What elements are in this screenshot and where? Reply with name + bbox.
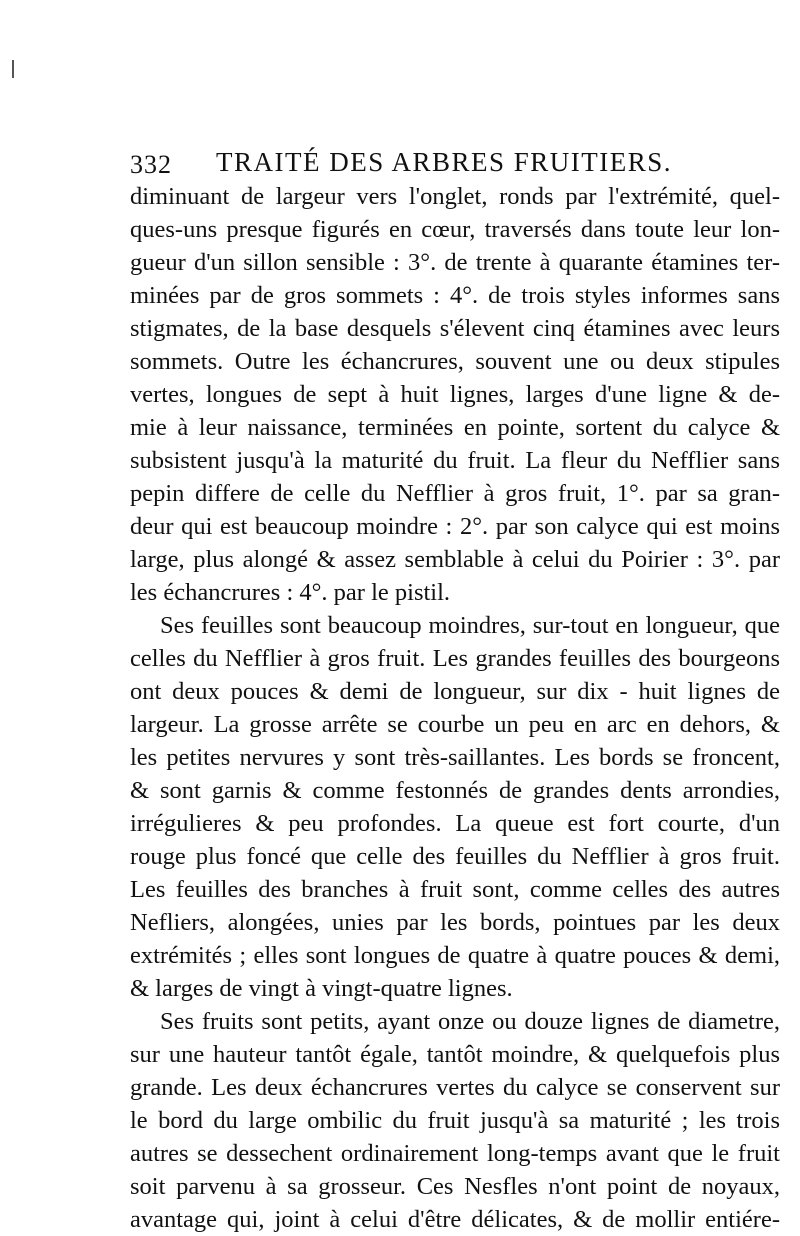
body-text: [130, 180, 780, 1236]
text-line: pepin differe de celle du Nefflier à gros fruit, 1°. par sa gran-: [130, 480, 780, 507]
text-line: minées par de gros sommets : 4°. de trois styles informes sans: [130, 282, 780, 309]
text-line: le bord du large ombilic du fruit jusqu'à sa maturité ; les trois: [130, 1107, 780, 1134]
text-line: autres se dessechent ordinairement long-temps avant que le fruit: [130, 1140, 780, 1167]
page-number: 332: [130, 150, 172, 179]
text-line: vertes, longues de sept à huit lignes, larges d'une ligne & de-: [130, 381, 780, 408]
text-line: les petites nervures y sont très-saillantes. Les bords se froncent,: [130, 744, 780, 771]
text-line: irrégulieres & peu profondes. La queue est fort courte, d'un: [130, 810, 780, 837]
page-header: [130, 142, 690, 182]
text-line: extrémités ; elles sont longues de quatre à quatre pouces & demi,: [130, 942, 780, 969]
text-line: stigmates, de la base desquels s'élevent cinq étamines avec leurs: [130, 315, 780, 342]
text-line: les échancrures : 4°. par le pistil.: [130, 579, 451, 606]
text-line: celles du Nefflier à gros fruit. Les grandes feuilles des bourgeons: [130, 645, 780, 672]
text-line: Ses feuilles sont beaucoup moindres, sur-tout en longueur, que: [160, 612, 780, 639]
text-line: sommets. Outre les échancrures, souvent une ou deux stipules: [130, 348, 780, 375]
text-line: soit parvenu à sa grosseur. Ces Nesfles n'ont point de noyaux,: [130, 1173, 780, 1200]
text-line: gueur d'un sillon sensible : 3°. de trente à quarante étamines ter-: [130, 249, 780, 276]
text-line: grande. Les deux échancrures vertes du calyce se conservent sur: [130, 1074, 780, 1101]
margin-mark: [12, 60, 14, 78]
text-line: diminuant de largeur vers l'onglet, ronds par l'extrémité, quel-: [130, 183, 780, 210]
text-line: & larges de vingt à vingt-quatre lignes.: [130, 975, 513, 1002]
text-line: avantage qui, joint à celui d'être délicates, & de mollir entiére-: [130, 1206, 780, 1233]
text-line: sur une hauteur tantôt égale, tantôt moindre, & quelquefois plus: [130, 1041, 780, 1068]
text-line: rouge plus foncé que celle des feuilles du Nefflier à gros fruit.: [130, 843, 780, 870]
text-line: deur qui est beaucoup moindre : 2°. par son calyce qui est moins: [130, 513, 780, 540]
text-line: large, plus alongé & assez semblable à celui du Poirier : 3°. par: [130, 546, 780, 573]
text-line: mie à leur naissance, terminées en pointe, sortent du calyce &: [130, 414, 780, 441]
text-line: ques-uns presque figurés en cœur, traversés dans toute leur lon-: [130, 216, 780, 243]
text-line: Les feuilles des branches à fruit sont, comme celles des autres: [130, 876, 780, 903]
text-line: subsistent jusqu'à la maturité du fruit. La fleur du Nefflier sans: [130, 447, 780, 474]
text-line: largeur. La grosse arrête se courbe un peu en arc en dehors, &: [130, 711, 780, 738]
text-line: & sont garnis & comme festonnés de grandes dents arrondies,: [130, 777, 780, 804]
text-line: ont deux pouces & demi de longueur, sur dix - huit lignes de: [130, 678, 780, 705]
text-line: Nefliers, alongées, unies par les bords, pointues par les deux: [130, 909, 780, 936]
text-line: Ses fruits sont petits, ayant onze ou douze lignes de diametre,: [160, 1008, 780, 1035]
running-title: TRAITÉ DES ARBRES FRUITIERS.: [216, 147, 673, 177]
